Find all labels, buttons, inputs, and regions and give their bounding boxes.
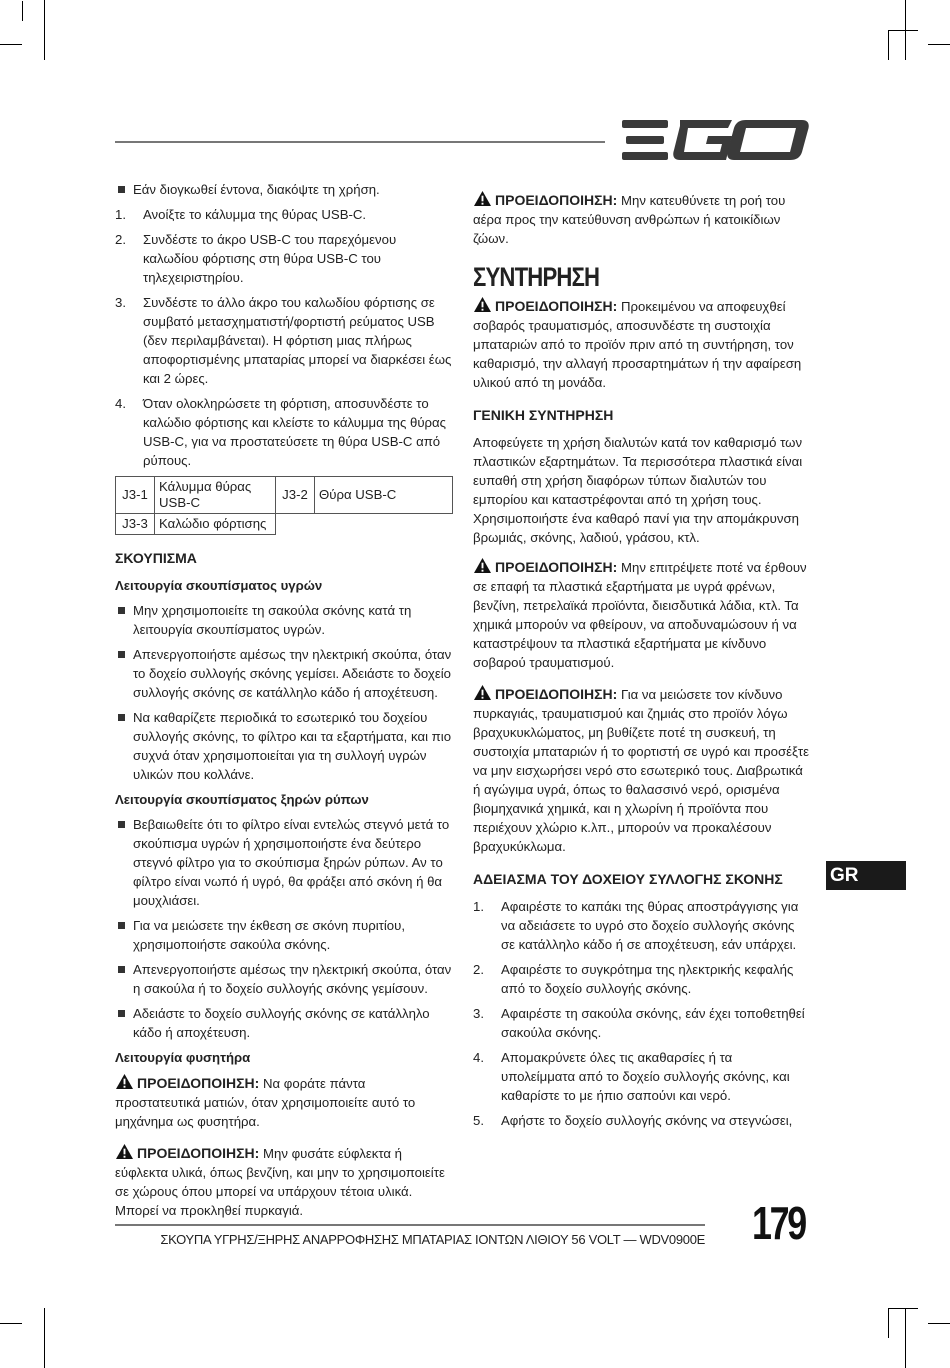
warning-block: ΠΡΟΕΙΔΟΠΟΙΗΣΗ: Μην επιτρέψετε ποτέ να έρθουν σε επαφή τα πλαστικά εξαρτήματα με υγρά φρένων, βενζίνη, πετρελαϊκά προϊόντα, διεισδυτικά λάδια, κτλ. Τα χημικά μπορούν να φθείρουν, να αποδυναμώσουν ή να καταστρέψουν τα πλαστικά εξαρτήματα με κίνδυνο σοβαρού τραυματισμού. xyxy=(473,559,807,670)
crop-mark xyxy=(0,1323,22,1324)
intro-bullet: Εάν διογκωθεί έντονα, διακόψτε τη χρήση. xyxy=(115,180,453,199)
subsection-heading: Λειτουργία σκουπίσματος υγρών xyxy=(115,578,323,593)
table-cell: J3-1 xyxy=(116,477,155,514)
crop-mark xyxy=(0,44,22,45)
step-item: 4. Όταν ολοκληρώσετε τη φόρτιση, αποσυνδέστε το καλώδιο φόρτισης και κλείστε το κάλυμμα της θύρας USB-C, για να προστατεύσετε τη θύρα USB-C από ρύπους. xyxy=(115,396,447,468)
warning-icon xyxy=(115,1143,134,1160)
table-cell-empty xyxy=(276,514,315,535)
section-heading: ΓΕΝΙΚΗ ΣΥΝΤΗΡΗΣΗ xyxy=(473,407,614,423)
table-cell: J3-3 xyxy=(116,514,155,535)
crop-mark xyxy=(888,1308,918,1309)
warning-icon xyxy=(473,296,492,313)
table-row xyxy=(116,514,453,535)
crop-mark xyxy=(44,0,45,60)
warning-label: ΠΡΟΕΙΔΟΠΟΙΗΣΗ: xyxy=(137,1075,260,1091)
list-item: Για να μειώσετε την έκθεση σε σκόνη πυριτίου, χρησιμοποιήστε σακούλα σκόνης. xyxy=(115,916,453,954)
list-item: Να καθαρίζετε περιοδικά το εσωτερικό του δοχείου συλλογής σκόνης, το φίλτρο και τα εξαρτήματα, και πιο συχνά όταν χρησιμοποιείται για τη συλλογή υγρών υλικών που κολλάνε. xyxy=(115,708,453,784)
ego-logo xyxy=(622,118,812,162)
list-item: Αδειάστε το δοχείο συλλογής σκόνης σε κατάλληλο κάδο ή αποχέτευση. xyxy=(115,1004,453,1042)
subsection-heading: Λειτουργία σκουπίσματος ξηρών ρύπων xyxy=(115,792,369,807)
warning-label: ΠΡΟΕΙΔΟΠΟΙΗΣΗ: xyxy=(495,298,618,314)
step-item: 2. Συνδέστε το άκρο USB-C του παρεχόμενου καλωδίου φόρτισης στη θύρα USB-C του τηλεχειριστηρίου. xyxy=(115,232,397,285)
parts-table xyxy=(115,476,453,535)
subsection-heading: Λειτουργία φυσητήρα xyxy=(115,1050,251,1065)
warning-label: ΠΡΟΕΙΔΟΠΟΙΗΣΗ: xyxy=(495,559,618,575)
left-column xyxy=(115,180,453,1232)
page-number: 179 xyxy=(752,1197,805,1249)
table-cell: J3-2 xyxy=(276,477,315,514)
step-item: 1. Αφαιρέστε το καπάκι της θύρας αποστράγγισης για να αδειάσετε το υγρό στο δοχείο συλλογής σκόνης σε κατάλληλο κάδο ή σε αποχέτευση, εάν υπάρχει. xyxy=(473,899,799,952)
warning-block: ΠΡΟΕΙΔΟΠΟΙΗΣΗ: Προκειμένου να αποφευχθεί σοβαρός τραυματισμός, αποσυνδέστε τη συστοιχία μπαταριών από το προϊόν πριν από τη συντήρηση, τον καθαρισμό, την αλλαγή προσαρτημάτων ή την αφαίρεση υλικού από τη μονάδα. xyxy=(473,298,802,390)
crop-mark xyxy=(928,44,950,45)
right-column xyxy=(473,190,810,1136)
step-item: 1. Ανοίξτε το κάλυμμα της θύρας USB-C. xyxy=(115,207,367,222)
paragraph: Αποφεύγετε τη χρήση διαλυτών κατά τον καθαρισμό των πλαστικών εξαρτημάτων. Τα περισσότερα πλαστικά είναι ευπαθή στη χρήση διαφόρων τύπων διαλυτών του εμπορίου και καταστρέφονται από τη χρήση τους. Χρησιμοποιήστε ένα καθαρό πανί για την απομάκρυνση βρωμιάς, σκόνης, λαδιού, γράσου, κτλ. xyxy=(473,435,803,545)
section-heading: ΣΚΟΥΠΙΣΜΑ xyxy=(115,550,197,566)
crop-mark xyxy=(22,1,23,21)
step-item: 3. Αφαιρέστε τη σακούλα σκόνης, εάν έχει τοποθετηθεί σακούλα σκόνης. xyxy=(473,1006,805,1040)
list-item: Απενεργοποιήστε αμέσως την ηλεκτρική σκούπα, όταν το δοχείο συλλογής σκόνης γεμίσει. Αδειάστε το δοχείο συλλογής σκόνης σε κατάλληλο κάδο ή αποχέτευση. xyxy=(115,645,453,702)
warning-icon xyxy=(473,190,492,207)
warning-block: ΠΡΟΕΙΔΟΠΟΙΗΣΗ: Να φοράτε πάντα προστατευτικά ματιών, όταν χρησιμοποιείτε αυτό το μηχάνημα ως φυσητήρα. xyxy=(115,1075,416,1129)
step-item: 2. Αφαιρέστε το συγκρότημα της ηλεκτρικής κεφαλής από το δοχείο συλλογής σκόνης. xyxy=(473,962,794,996)
step-item: 3. Συνδέστε το άλλο άκρο του καλωδίου φόρτισης σε συμβατό μετασχηματιστή/φορτιστή ρεύματος USB (δεν περιλαμβάνεται). Η φόρτιση μιας πλήρως αποφορτισμένης μπαταρίας μπορεί να διαρκέσει έως και 2 ώρες. xyxy=(115,295,452,386)
warning-icon xyxy=(115,1073,134,1090)
list-item: Απενεργοποιήστε αμέσως την ηλεκτρική σκούπα, όταν η σακούλα ή το δοχείο συλλογής σκόνης γεμίσουν. xyxy=(115,960,453,998)
crop-mark xyxy=(44,1308,45,1368)
table-cell: Θύρα USB-C xyxy=(315,477,453,514)
table-row xyxy=(116,477,453,514)
crop-mark xyxy=(905,1308,906,1368)
footer-title: ΣΚΟΥΠΑ ΥΓΡΗΣ/ΞΗΡΗΣ ΑΝΑΡΡΟΦΗΣΗΣ ΜΠΑΤΑΡΙΑΣ ΙΟΝΤΩΝ ΛΙΘΙΟΥ 56 VOLT — WDV0900E xyxy=(160,1232,705,1247)
list-item: Βεβαιωθείτε ότι το φίλτρο είναι εντελώς στεγνό μετά το σκούπισμα υγρών ή χρησιμοποιήστε ένα δεύτερο στεγνό φίλτρο για το σκούπισμα ξηρών ρύπων. Αν το φίλτρο είναι νωπό ή υγρό, θα φράξει από σκόνη ή θα μουχλιάσει. xyxy=(115,815,453,910)
header-rule xyxy=(115,141,605,143)
crop-mark xyxy=(888,30,889,60)
warning-label: ΠΡΟΕΙΔΟΠΟΙΗΣΗ: xyxy=(137,1145,260,1161)
language-tab: GR xyxy=(826,861,906,890)
warning-block: ΠΡΟΕΙΔΟΠΟΙΗΣΗ: Για να μειώσετε τον κίνδυνο πυρκαγιάς, τραυματισμού και ζημιάς στο προϊόν λόγω βραχυκυκλώματος, μη βυθίζετε ποτέ τη συσκευή, τη συστοιχία μπαταριών ή το φορτιστή σε υγρό και προσέξτε να μην εισχωρήσει νερό στο εσωτερικό τους. Διαβρωτικά ή αγώγιμα υγρά, όπως το θαλασσινό νερό, ορισμένα βιομηχανικά χημικά, και η χλωρίνη ή προϊόντα που περιέχουν χλώριο κ.λπ., μπορούν να προκαλέσουν βραχυκύκλωμα. xyxy=(473,686,809,854)
list-item: Μην χρησιμοποιείτε τη σακούλα σκόνης κατά τη λειτουργία σκουπίσματος υγρών. xyxy=(115,601,453,639)
step-item: 5. Αφήστε το δοχείο συλλογής σκόνης να στεγνώσει, xyxy=(473,1113,793,1128)
warning-icon xyxy=(473,557,492,574)
warning-label: ΠΡΟΕΙΔΟΠΟΙΗΣΗ: xyxy=(495,686,618,702)
warning-icon xyxy=(473,684,492,701)
warning-block: ΠΡΟΕΙΔΟΠΟΙΗΣΗ: Μην κατευθύνετε τη ροή του αέρα προς την κατεύθυνση ανθρώπων ή κατοικίδιων ζώων. xyxy=(473,192,786,246)
table-cell-empty xyxy=(315,514,453,535)
warning-block: ΠΡΟΕΙΔΟΠΟΙΗΣΗ: Μην φυσάτε εύφλεκτα ή εύφλεκτα υλικά, όπως βενζίνη, και μην το χρησιμοποιείτε σε χώρους όπου μπορεί να υπάρχουν τέτοια υλικά. Μπορεί να προκληθεί πυρκαγιά. xyxy=(115,1145,445,1218)
warning-label: ΠΡΟΕΙΔΟΠΟΙΗΣΗ: xyxy=(495,192,618,208)
step-item: 4. Απομακρύνετε όλες τις ακαθαρσίες ή τα υπολείμματα από το δοχείο συλλογής σκόνης, και καθαρίστε το με ήπιο σαπούνι και νερό. xyxy=(473,1050,790,1103)
crop-mark xyxy=(888,1308,889,1338)
table-cell: Κάλυμμα θύρας USB-C xyxy=(155,477,276,514)
crop-mark xyxy=(888,30,918,31)
section-heading: ΑΔΕΙΑΣΜΑ ΤΟΥ ΔΟΧΕΙΟΥ ΣΥΛΛΟΓΗΣ ΣΚΟΝΗΣ xyxy=(473,871,783,887)
crop-mark xyxy=(928,1323,950,1324)
footer-rule xyxy=(115,1224,705,1226)
table-cell: Καλώδιο φόρτισης xyxy=(155,514,276,535)
section-heading: ΣΥΝΤΗΡΗΣΗ xyxy=(473,262,600,292)
